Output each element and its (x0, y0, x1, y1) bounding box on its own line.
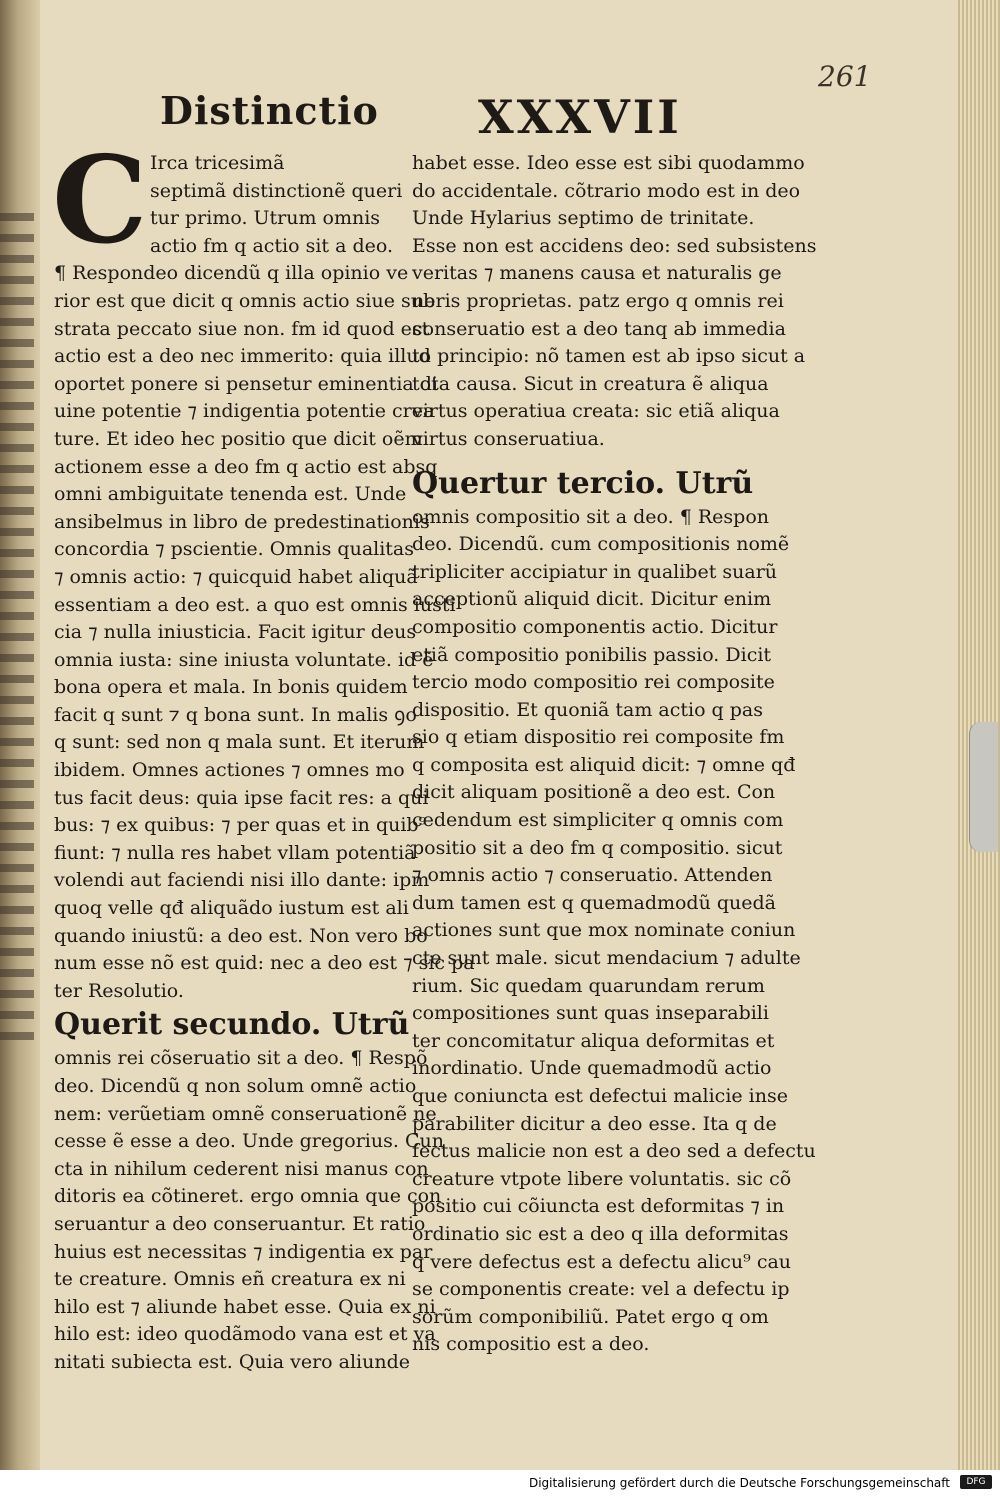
text-line: sorũm componibiliũ. Patet ergo q om (412, 1305, 769, 1328)
text-line: actiones sunt que mox nominate coniun (412, 919, 796, 942)
text-line: omni ambiguitate tenenda est. Unde (54, 483, 407, 506)
question-heading: Querit secundo. Utrũ (54, 1007, 410, 1043)
text-line: Esse non est accidens deo: sed subsistens (412, 234, 817, 257)
text-line: actio fm q actio sit a deo. (150, 234, 394, 257)
text-line: actionem esse a deo fm q actio est absq (54, 455, 438, 478)
text-line: fectus malicie non est a deo sed a defectu (412, 1140, 816, 1163)
text-line: huius est necessitas ⁊ indigentia ex par (54, 1240, 433, 1263)
text-line: sio q etiam dispositio rei composite fm (412, 726, 785, 749)
text-line: ibidem. Omnes actiones ⁊ omnes mo (54, 759, 405, 782)
text-line: ture. Et ideo hec positio que dicit oẽm (54, 427, 423, 450)
text-line: dispositio. Et quoniã tam actio q pas (412, 698, 763, 721)
text-line: nitati subiecta est. Quia vero aliunde (54, 1350, 411, 1373)
text-line: rior est que dicit q omnis actio siue sub (54, 289, 436, 312)
text-line: omnis compositio sit a deo. ¶ Respon (412, 505, 770, 528)
facing-page-text-edge (0, 200, 40, 1100)
text-line: tripliciter accipiatur in qualibet suarũ (412, 560, 778, 583)
text-line: cta in nihilum cederent nisi manus con (54, 1157, 429, 1180)
text-line: cesse ẽ esse a deo. Unde gregorius. Cun (54, 1130, 444, 1153)
text-line: veritas ⁊ manens causa et naturalis ge (412, 262, 782, 285)
text-line: ditoris ea cõtineret. ergo omnia que con (54, 1185, 442, 1208)
text-line: compositio componentis actio. Dicitur (412, 615, 778, 638)
text-line: do accidentale. cõtrario modo est in deo (412, 179, 801, 202)
text-line: cia ⁊ nulla iniusticia. Facit igitur deus (54, 621, 417, 644)
text-line: virtus operatiua creata: sic etiã aliqua (412, 400, 780, 423)
text-line: omnia iusta: sine iniusta voluntate. id ẽ (54, 648, 434, 671)
text-line: se componentis create: vel a defectu ip (412, 1278, 790, 1301)
text-line: ordinatio sic est a deo q illa deformitas (412, 1222, 789, 1245)
text-line: tota causa. Sicut in creatura ẽ aliqua (412, 372, 769, 395)
question-heading: Quertur tercio. Utrũ (412, 465, 754, 501)
text-line: tus facit deus: quia ipse facit res: a qui (54, 786, 429, 809)
book-clip (969, 722, 998, 852)
text-line: deo. Dicendũ q non solum omnẽ actio (54, 1075, 417, 1097)
text-line: actio est a deo nec immerito: quia illud (54, 345, 431, 368)
text-line: bona opera et mala. In bonis quidem (54, 676, 408, 699)
text-line: virtus conseruatiua. (412, 427, 605, 450)
text-line: inordinatio. Unde quemadmodũ actio (412, 1057, 772, 1080)
text-line: ¶ Respondeo dicendũ q illa opinio ve (54, 262, 409, 285)
text-line: positio cui cõiuncta est deformitas ⁊ in (412, 1195, 785, 1218)
text-line: ter Resolutio. (54, 979, 184, 1002)
text-line: hilo est: ideo quodãmodo vana est et va (54, 1323, 436, 1346)
folio-number: 261 (818, 60, 872, 93)
text-line: quoq velle qđ aliquãdo iustum est ali (54, 897, 409, 920)
text-line: tercio modo compositio rei composite (412, 671, 775, 694)
text-line: to principio: nõ tamen est ab ipso sicut a (412, 345, 806, 368)
text-line: te creature. Omnis eñ creatura ex ni (54, 1268, 406, 1291)
text-line: quando iniustũ: a deo est. Non vero bo (54, 924, 428, 947)
running-head-left: Distinctio (160, 88, 379, 133)
text-line: bus: ⁊ ex quibus: ⁊ per quas et in quib⁹ (54, 814, 427, 837)
text-line: Irca tricesimã (150, 152, 285, 174)
dfg-logo: DFG (960, 1475, 992, 1489)
drop-capital: C (52, 130, 148, 271)
text-line: hilo est ⁊ aliunde habet esse. Quia ex ni (54, 1295, 436, 1318)
text-line: dum tamen est q quemadmodũ quedã (412, 891, 777, 914)
text-line: cte sunt male. sicut mendacium ⁊ adulte (412, 947, 801, 970)
text-line: septimã distinctionẽ queri (150, 179, 403, 202)
text-line: etiã compositio ponibilis passio. Dicit (412, 643, 772, 666)
text-line: tur primo. Utrum omnis (150, 207, 381, 230)
text-line: seruantur a deo conseruantur. Et ratio (54, 1212, 426, 1235)
text-line: essentiam a deo est. a quo est omnis iusti (54, 593, 456, 616)
text-line: dicit aliquam positionẽ a deo est. Con (412, 781, 776, 804)
left-column (54, 150, 475, 1377)
text-line: rium. Sic quedam quarundam rerum (412, 974, 765, 997)
text-line: compositiones sunt quas inseparabili (412, 1002, 769, 1025)
funding-credit: Digitalisierung gefördert durch die Deutsche Forschungsgemeinschaft (528, 1476, 950, 1490)
text-line: num esse nõ est quid: nec a deo est ⁊ sic pa (54, 952, 475, 975)
text-line: deo. Dicendũ. cum compositionis nomẽ (412, 533, 790, 556)
text-line: nem: verũetiam omnẽ conseruationẽ ne (54, 1102, 437, 1125)
text-line: oportet ponere si pensetur eminentia di (54, 372, 438, 395)
text-line: volendi aut faciendi nisi illo dante: ipm (54, 869, 430, 892)
text-line: ⁊ omnis actio: ⁊ quicquid habet aliquã (54, 565, 418, 588)
text-line: q composita est aliquid dicit: ⁊ omne qđ (412, 753, 796, 776)
text-line: facit q sunt ⁊ q bona sunt. In malis ꝯo (54, 703, 417, 726)
text-line: creature vtpote libere voluntatis. sic cõ (412, 1167, 792, 1190)
paragraph-gap (412, 454, 762, 464)
text-line: habet esse. Ideo esse est sibi quodammo (412, 152, 805, 174)
text-line: omnis rei cõseruatio sit a deo. ¶ Respõ (54, 1047, 428, 1070)
text-line: positio sit a deo fm q compositio. sicut (412, 836, 783, 859)
text-line: cedendum est simpliciter q omnis com (412, 809, 784, 832)
text-line: acceptionũ aliquid dicit. Dicitur enim (412, 588, 772, 611)
text-line: nis compositio est a deo. (412, 1333, 650, 1356)
right-column (412, 150, 817, 1359)
text-line: neris proprietas. patz ergo q omnis rei (412, 289, 784, 312)
running-head-right: XXXVII (478, 90, 682, 144)
text-line: strata peccato siue non. fm id quod est (54, 317, 430, 340)
text-line: uine potentie ⁊ indigentia potentie crea (54, 400, 435, 423)
text-line: fiunt: ⁊ nulla res habet vllam potentiã (54, 841, 416, 864)
text-line: ⁊ omnis actio ⁊ conseruatio. Attenden (412, 864, 773, 887)
text-line: que coniuncta est defectui malicie inse (412, 1085, 788, 1107)
text-line: q vere defectus est a defectu alicu⁹ cau (412, 1250, 792, 1273)
text-line: ter concomitatur aliqua deformitas et (412, 1029, 775, 1052)
text-line: ansibelmus in libro de predestinationis (54, 510, 430, 533)
text-line: parabiliter dicitur a deo esse. Ita q de (412, 1112, 777, 1135)
text-line: conseruatio est a deo tanq ab immedia (412, 317, 786, 340)
text-line: q sunt: sed non q mala sunt. Et iterum (54, 731, 425, 754)
text-line: concordia ⁊ pscientie. Omnis qualitas (54, 538, 415, 561)
text-line: Unde Hylarius septimo de trinitate. (412, 207, 755, 230)
